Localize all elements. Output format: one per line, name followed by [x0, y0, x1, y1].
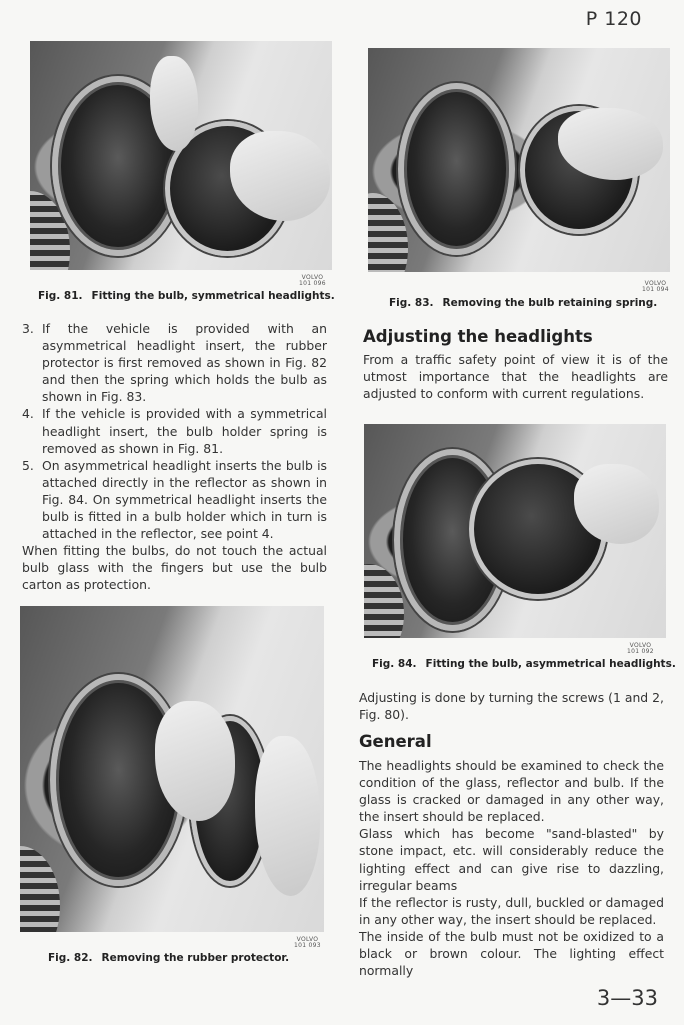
- adjusting-intro: From a traffic safety point of view it is of the utmost importance that the headlights are adjusted to conform with current regulations.: [363, 352, 668, 402]
- general-text: The headlights should be examined to check the condition of the glass, reflector and bulb. If the glass is cracked or damaged in any other way, the insert should be replaced. Glass which has become "sand-blasted" by stone impact, etc. will considerably reduce the lighting effect and can give rise to dazzling, irregular beams If the reflector is rusty, dull, buckled or damaged in any other way, the insert should be replaced. The inside of the bulb must not be oxidized to a black or brown colour. The lighting effect normally: [359, 758, 664, 979]
- adjusting-screws-text: Adjusting is done by turning the screws (1 and 2, Fig. 80).: [359, 690, 664, 723]
- section-heading-adjusting: Adjusting the headlights: [363, 327, 593, 346]
- left-column-text: [22, 320, 327, 594]
- figure-84-photo: [364, 424, 666, 638]
- hand-graphic: [255, 736, 320, 896]
- figure-84-caption: Fig. 84. Fitting the bulb, asymmetrical headlights.: [372, 658, 676, 670]
- grille-graphic: [20, 846, 60, 932]
- list-item: 4. If the vehicle is provided with a symmetrical headlight insert, the bulb holder spring is removed as shown in Fig. 81.: [22, 406, 327, 456]
- figure-81-tag: VOLVO 101 096: [299, 274, 326, 287]
- figure-83-photo: [368, 48, 670, 272]
- section-heading-general: General: [359, 732, 432, 751]
- figure-81-photo: [30, 41, 332, 270]
- figure-82-tag: VOLVO 101 093: [294, 936, 321, 949]
- figure-83-tag: VOLVO 101 094: [642, 280, 669, 293]
- grille-graphic: [368, 193, 408, 272]
- bulb-handling-note: When fitting the bulbs, do not touch the actual bulb glass with the fingers but use the bulb carton as protection.: [22, 543, 327, 593]
- list-item: 3. If the vehicle is provided with an asymmetrical headlight insert, the rubber protector is first removed as shown in Fig. 82 and then the spring which holds the bulb as shown in Fig. 83.: [22, 321, 327, 405]
- page-number: 3—33: [596, 986, 658, 1010]
- figure-84-tag: VOLVO 101 092: [627, 642, 654, 655]
- figure-83-caption: Fig. 83. Removing the bulb retaining spring.: [389, 297, 658, 309]
- figure-82-caption: Fig. 82. Removing the rubber protector.: [48, 952, 290, 964]
- page-model-label: P 120: [585, 8, 642, 30]
- figure-81-caption: Fig. 81. Fitting the bulb, symmetrical headlights.: [38, 290, 335, 302]
- headlight-housing-graphic: [398, 83, 515, 255]
- figure-82-photo: [20, 606, 324, 932]
- list-item: 5. On asymmetrical headlight inserts the bulb is attached directly in the reflector as shown in Fig. 84. On symmetrical headlight inserts the bulb is fitted in a bulb holder which in turn is attached in the reflector, see point 4.: [22, 457, 327, 542]
